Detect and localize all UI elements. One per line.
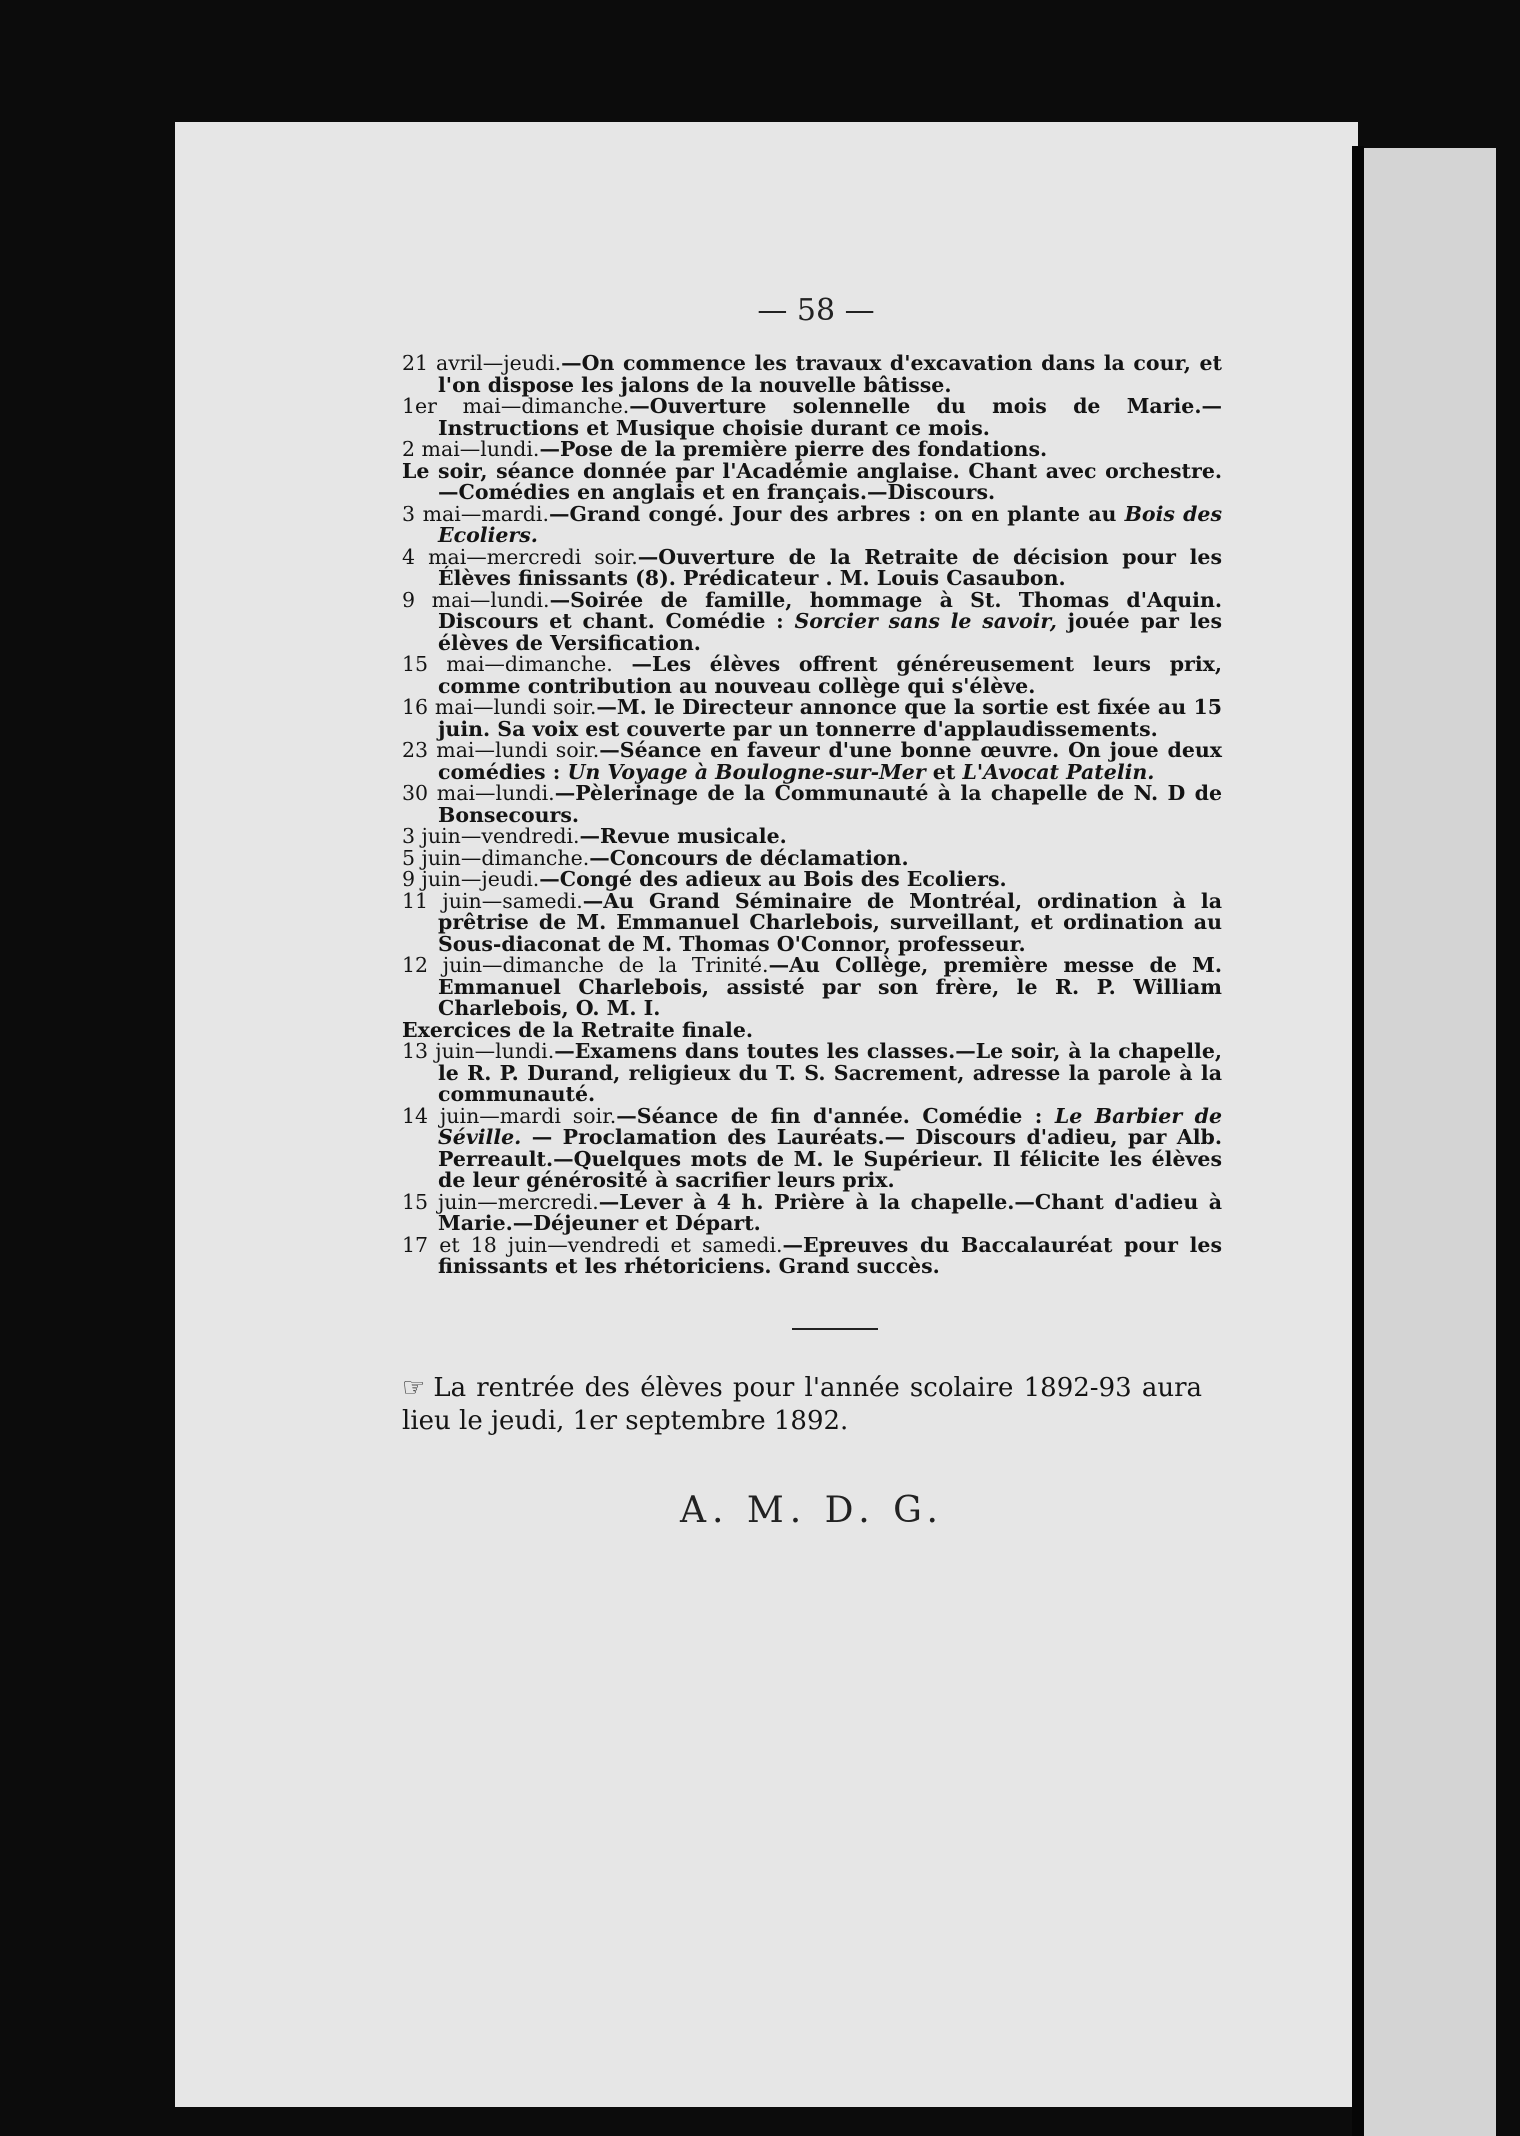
chronicle-entry xyxy=(402,1189,1223,1235)
entry-text: —Ouverture solennelle du mois de Marie.—Instructions et Musique choisie durant ce mois. xyxy=(438,394,1222,440)
entry-title: Le Barbier de Séville. xyxy=(438,1103,1222,1149)
chronicle-entry xyxy=(402,544,1222,590)
adjacent-page-sliver xyxy=(1364,148,1496,2136)
entry-text-tail: jouée par les élèves de Versification. xyxy=(438,609,1223,655)
entry-date: 15 juin—mercredi. xyxy=(402,1189,599,1214)
entry-text: —Grand congé. Jour des arbres : on en plante au xyxy=(548,501,1125,526)
chronicle-entry xyxy=(402,740,1222,783)
entry-text: Exercices de la Retraite finale. xyxy=(402,1017,754,1042)
chronicle-entry xyxy=(402,587,1223,655)
entry-date: 23 mai—lundi soir. xyxy=(402,738,600,762)
entry-date: 12 juin—dimanche de la Trinité. xyxy=(402,953,769,977)
chronicle-entry xyxy=(402,654,1222,697)
chronicle-entry xyxy=(402,845,1222,870)
pointing-hand-icon: ☞ xyxy=(402,1372,426,1403)
entry-title: Un Voyage à Boulogne-sur-Mer xyxy=(567,759,926,784)
chronicle-entry xyxy=(402,888,1222,956)
entry-text: —Les élèves offrent généreusement leurs prix, comme contribution au nouveau collège qui s'élève. xyxy=(438,652,1222,698)
entry-title: Sorcier sans le savoir, xyxy=(794,609,1057,633)
chronicle-entry xyxy=(402,353,1222,396)
chronicle-entry xyxy=(402,1232,1222,1278)
entry-text: —M. le Directeur annonce que la sortie est fixée au 15 juin. Sa voix est couverte par un tonnerre d'applaudissements. xyxy=(438,695,1222,741)
entry-text: —Pose de la première pierre des fondations. xyxy=(539,437,1048,461)
entry-text: —Concours de déclamation. xyxy=(589,845,909,870)
section-divider xyxy=(792,1328,878,1330)
closing-motto: A. M. D. G. xyxy=(679,1489,945,1531)
entry-text: —Epreuves du Baccalauréat pour les finissants et les rhétoriciens. Grand succès. xyxy=(438,1232,1222,1278)
entry-date: 1er mai—dimanche. xyxy=(402,394,630,418)
entry-text: —Séance en faveur d'une bonne œuvre. On joue deux comédies : xyxy=(438,738,1222,784)
entry-date: 5 juin—dimanche. xyxy=(402,845,590,870)
entry-text: —Séance de fin d'année. Comédie : xyxy=(616,1103,1055,1128)
entry-text: —Ouverture de la Retraite de décision pour les Élèves finissants (8). Prédicateur . M. Louis Casaubon. xyxy=(438,544,1222,590)
entry-text-tail: et xyxy=(925,759,963,784)
notice-text: La rentrée des élèves pour l'année scolaire 1892-93 aura lieu le jeudi, 1er septembre 1892. xyxy=(402,1372,1202,1436)
entry-date: 15 mai—dimanche. xyxy=(402,652,613,676)
entry-date: 3 juin—vendredi. xyxy=(402,824,580,848)
entry-text: —Congé des adieux au Bois des Ecoliers. xyxy=(539,867,1007,891)
entry-date: 9 juin—jeudi. xyxy=(402,867,540,891)
entry-title: Bois des Ecoliers. xyxy=(438,501,1223,547)
entry-date: 2 mai—lundi. xyxy=(402,437,540,461)
entry-text: —Lever à 4 h. Prière à la chapelle.—Chant d'adieu à Marie.—Déjeuner et Départ. xyxy=(438,1189,1223,1235)
notice-paragraph xyxy=(402,1372,1222,1438)
entry-date: 9 mai—lundi. xyxy=(402,587,550,612)
chronicle-entries xyxy=(402,353,1222,1278)
chronicle-entry xyxy=(402,458,1222,504)
chronicle-entry xyxy=(402,697,1222,740)
entry-date: 30 mai—lundi. xyxy=(402,781,555,805)
entry-date: 3 mai—mardi. xyxy=(402,501,549,526)
chronicle-entry xyxy=(402,1041,1222,1106)
entry-date: 16 mai—lundi soir. xyxy=(402,695,597,719)
entry-date: 4 mai—mercredi soir. xyxy=(402,544,638,569)
entry-text-tail: — Proclamation des Lauréats.— Discours d'adieu, par Alb. Perreault.—Quelques mots de M. le Supérieur. Il félicite les élèves de leur générosité à sacrifier leurs prix. xyxy=(438,1125,1222,1192)
entry-text: —Soirée de famille, hommage à St. Thomas d'Aquin. Discours et chant. Comédie : xyxy=(438,587,1222,633)
entry-date: 17 et 18 juin—vendredi et samedi. xyxy=(402,1232,783,1257)
chronicle-entry xyxy=(402,1103,1222,1192)
chronicle-entry xyxy=(402,783,1222,826)
entry-text: —Au Collège, première messe de M. Emmanuel Charlebois, assisté par son frère, le R. P. William Charlebois, O. M. I. xyxy=(438,953,1222,1020)
entry-text: —Au Grand Séminaire de Montréal, ordination à la prêtrise de M. Emmanuel Charlebois, surveillant, et ordination au Sous-diaconat de M. Thomas O'Connor, professeur. xyxy=(438,888,1222,956)
entry-date: 21 avril—jeudi. xyxy=(402,351,562,375)
chronicle-entry xyxy=(402,955,1222,1020)
entry-text: —Pèlerinage de la Communauté à la chapelle de N. D de Bonsecours. xyxy=(438,781,1222,827)
chronicle-entry xyxy=(402,869,1222,891)
page-edge-rule xyxy=(1352,146,1364,2136)
entry-text: —Examens dans toutes les classes.—Le soir, à la chapelle, le R. P. Durand, religieux du T. S. Sacrement, adresse la parole à la communauté. xyxy=(438,1039,1223,1106)
chronicle-entry xyxy=(402,826,1222,848)
entry-title-2: L'Avocat Patelin. xyxy=(962,759,1155,784)
chronicle-entry xyxy=(402,1017,1222,1042)
page-content xyxy=(402,293,1222,1531)
entry-date: 13 juin—lundi. xyxy=(402,1039,555,1063)
chronicle-entry xyxy=(402,501,1223,547)
chronicle-entry xyxy=(402,396,1222,439)
entry-date: 14 juin—mardi soir. xyxy=(402,1103,617,1128)
entry-date: 11 juin—samedi. xyxy=(402,888,583,913)
page-number: — 58 — xyxy=(757,293,875,328)
entry-text: —Revue musicale. xyxy=(579,824,787,848)
entry-text: —On commence les travaux d'excavation dans la cour, et l'on dispose les jalons de la nouvelle bâtisse. xyxy=(438,351,1222,397)
entry-text: Le soir, séance donnée par l'Académie anglaise. Chant avec orchestre.—Comédies en anglais et en français.—Discours. xyxy=(402,458,1222,504)
chronicle-entry xyxy=(402,439,1222,461)
